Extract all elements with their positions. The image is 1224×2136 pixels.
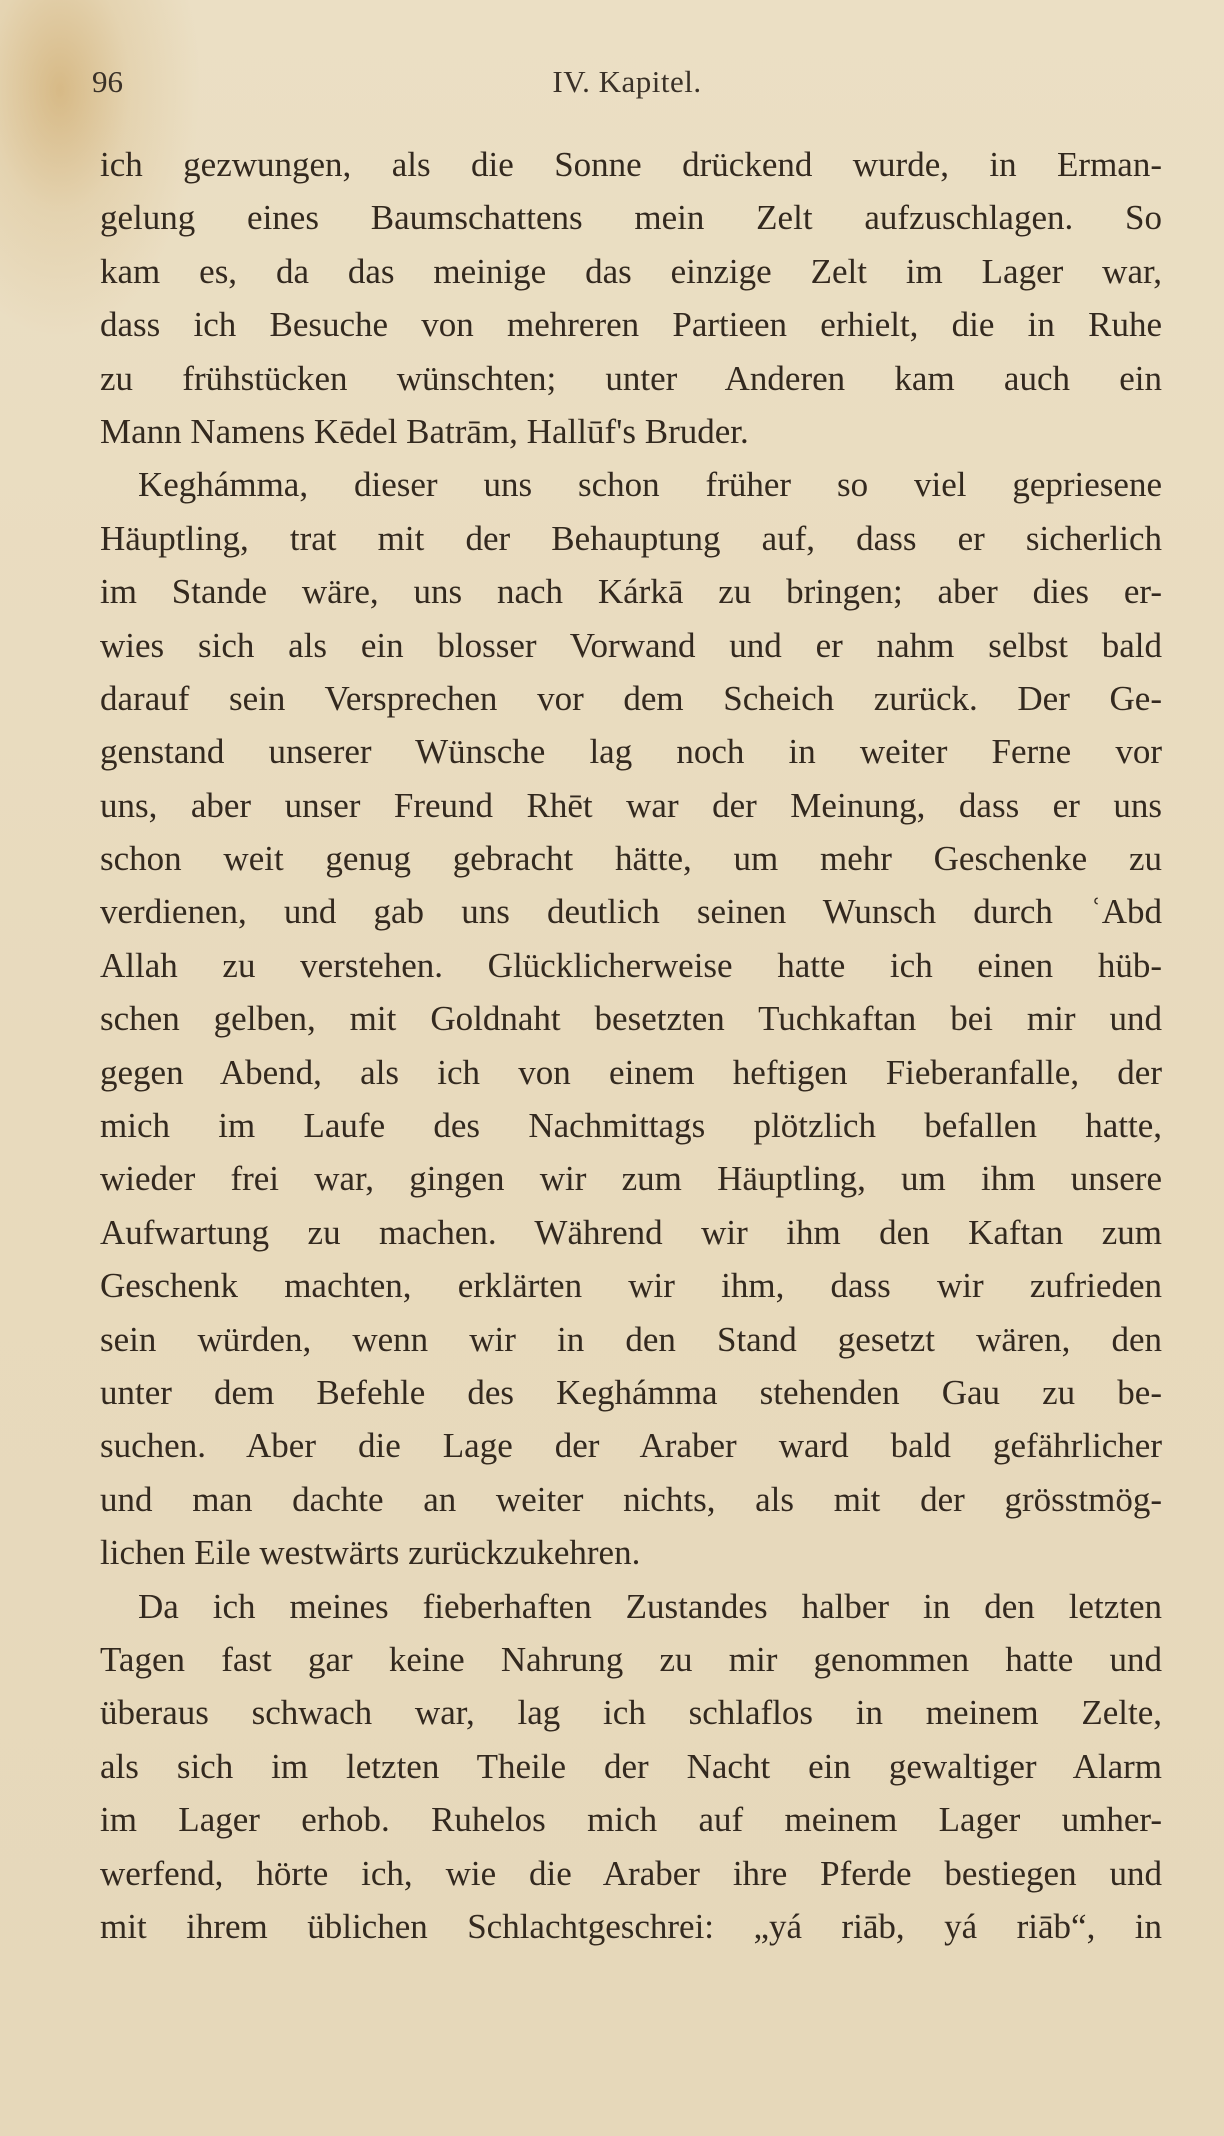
text-line: wies sich als ein blosser Vorwand und er nahm selbst bald xyxy=(100,625,1162,665)
text-line: darauf sein Versprechen vor dem Scheich zurück. Der Ge- xyxy=(100,678,1162,718)
text-line: lichen Eile westwärts zurückzukehren. xyxy=(100,1533,641,1573)
text-line: überaus schwach war, lag ich schlaflos in meinem Zelte, xyxy=(100,1693,1162,1733)
text-line: verdienen, und gab uns deutlich seinen Wunsch durch ʿAbd xyxy=(100,892,1162,932)
body-text xyxy=(100,138,1162,1953)
paragraph-start-line: Keghámma, dieser uns schon früher so viel gepriesene xyxy=(138,465,1162,505)
page-number: 96 xyxy=(92,64,123,99)
text-line: Häuptling, trat mit der Behauptung auf, dass er sicherlich xyxy=(100,518,1162,558)
text-line: im Stande wäre, uns nach Kárkā zu bringen; aber dies er- xyxy=(100,572,1162,612)
text-line: genstand unserer Wünsche lag noch in weiter Ferne vor xyxy=(100,732,1162,772)
text-line: sein würden, wenn wir in den Stand gesetzt wären, den xyxy=(100,1319,1162,1359)
text-line: dass ich Besuche von mehreren Partieen erhielt, die in Ruhe xyxy=(100,305,1162,345)
text-line: Geschenk machten, erklärten wir ihm, dass wir zufrieden xyxy=(100,1266,1162,1306)
running-title: IV. Kapitel. xyxy=(552,64,702,99)
text-line: ich gezwungen, als die Sonne drückend wurde, in Erman- xyxy=(100,145,1162,184)
text-line: im Lager erhob. Ruhelos mich auf meinem Lager umher- xyxy=(100,1800,1162,1840)
text-line: Tagen fast gar keine Nahrung zu mir genommen hatte und xyxy=(100,1639,1162,1679)
text-line: uns, aber unser Freund Rhēt war der Meinung, dass er uns xyxy=(100,785,1162,825)
text-line: wieder frei war, gingen wir zum Häuptling, um ihm unsere xyxy=(100,1159,1162,1199)
text-line: kam es, da das meinige das einzige Zelt im Lager war, xyxy=(100,251,1162,291)
text-line: mich im Laufe des Nachmittags plötzlich befallen hatte, xyxy=(100,1106,1162,1146)
text-line: schon weit genug gebracht hätte, um mehr Geschenke zu xyxy=(100,839,1162,879)
page-header xyxy=(92,64,1162,108)
text-line: gelung eines Baumschattens mein Zelt aufzuschlagen. So xyxy=(100,198,1162,238)
text-line: Aufwartung zu machen. Während wir ihm den Kaftan zum xyxy=(100,1212,1162,1252)
text-line: Mann Namens Kēdel Batrām, Hallūf's Bruder. xyxy=(100,411,749,451)
text-line: Allah zu verstehen. Glücklicherweise hatte ich einen hüb- xyxy=(100,945,1162,985)
paragraph-start-line: Da ich meines fieberhaften Zustandes halber in den letzten xyxy=(138,1586,1162,1626)
text-line: unter dem Befehle des Keghámma stehenden Gau zu be- xyxy=(100,1372,1162,1412)
text-line: als sich im letzten Theile der Nacht ein gewaltiger Alarm xyxy=(100,1746,1162,1786)
text-line: werfend, hörte ich, wie die Araber ihre Pferde bestiegen und xyxy=(100,1853,1162,1893)
text-line: und man dachte an weiter nichts, als mit der grösstmög- xyxy=(100,1479,1162,1519)
text-line: gegen Abend, als ich von einem heftigen Fieberanfalle, der xyxy=(100,1052,1162,1092)
text-line: mit ihrem üblichen Schlachtgeschrei: „yá riāb, yá riāb“, in xyxy=(100,1906,1162,1946)
text-line: suchen. Aber die Lage der Araber ward bald gefährlicher xyxy=(100,1426,1162,1466)
text-line: zu frühstücken wünschten; unter Anderen kam auch ein xyxy=(100,358,1162,398)
text-line: schen gelben, mit Goldnaht besetzten Tuchkaftan bei mir und xyxy=(100,999,1162,1039)
